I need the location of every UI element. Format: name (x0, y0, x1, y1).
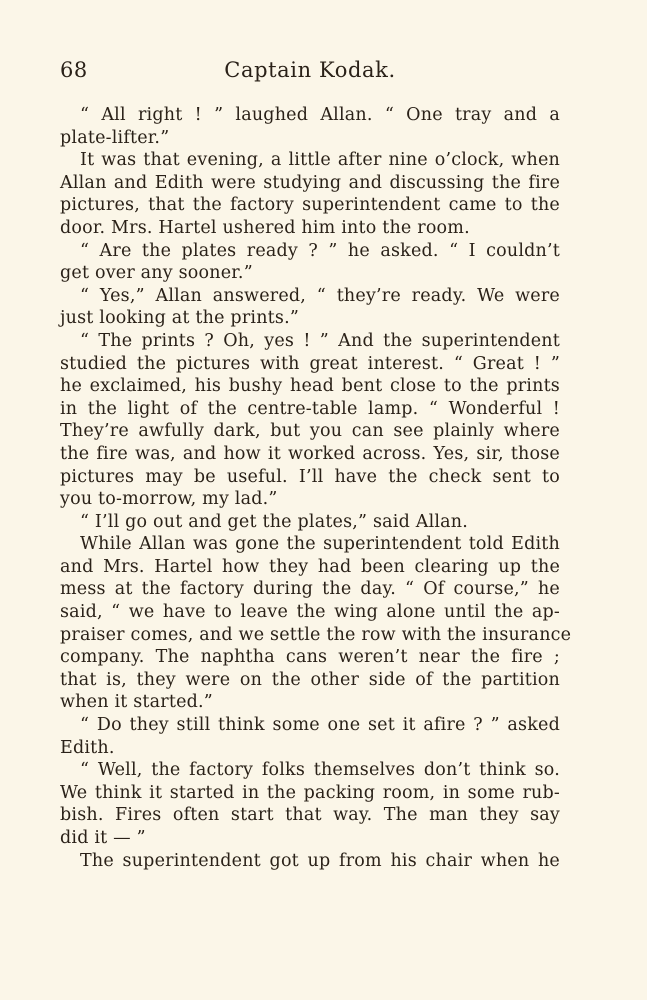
text-line: “ All right ! ” laughed Allan. “ One tray and a (80, 105, 560, 125)
text-line: “ Are the plates ready ? ” he asked. “ I couldn’t (80, 240, 560, 261)
text-line: “ I’ll go out and get the plates,” said Allan. (80, 511, 469, 532)
text-line: he exclaimed, his bushy head bent close to the prints (60, 376, 560, 397)
running-title: Captain Kodak. (224, 58, 396, 82)
text-line: company. The naphtha cans weren’t near the fire ; (60, 647, 560, 668)
text-line: when it started.” (60, 692, 213, 713)
text-line: in the light of the centre-table lamp. “ Wonderful ! (60, 398, 560, 419)
text-line: plate-lifter.” (60, 127, 170, 148)
text-line: It was that evening, a little after nine o’clock, when (80, 150, 560, 171)
text-line: Allan and Edith were studying and discussing the fire (60, 172, 560, 193)
text-line: While Allan was gone the superintendent told Edith (80, 534, 560, 555)
text-line: studied the pictures with great interest. “ Great ! ” (60, 353, 560, 374)
text-line: that is, they were on the other side of the partition (60, 669, 560, 690)
text-line: door. Mrs. Hartel ushered him into the room. (60, 217, 470, 238)
text-line: did it — ” (60, 828, 146, 848)
text-line: “ The prints ? Oh, yes ! ” And the superintendent (80, 330, 560, 351)
body-text (60, 104, 572, 872)
text-line: Edith. (60, 737, 115, 758)
text-line: “ Well, the factory folks themselves don’t think so. (80, 760, 560, 781)
page-number: 68 (60, 58, 88, 82)
text-line: and Mrs. Hartel how they had been clearing up the (60, 556, 560, 577)
text-line: said, “ we have to leave the wing alone until the ap- (60, 602, 560, 623)
text-line: We think it started in the packing room, in some rub- (60, 782, 560, 803)
text-line: mess at the factory during the day. “ Of course,” he (60, 579, 560, 600)
text-line: “ Yes,” Allan answered, “ they’re ready. We were (80, 285, 560, 306)
text-line: get over any sooner.” (60, 263, 253, 284)
text-line: pictures, that the factory superintendent came to the (60, 195, 560, 216)
text-line: “ Do they still think some one set it afire ? ” asked (80, 715, 560, 736)
text-line: the fire was, and how it worked across. Yes, sir, those (60, 443, 560, 464)
text-line: They’re awfully dark, but you can see plainly where (60, 421, 560, 442)
text-line: praiser comes, and we settle the row with the insurance (60, 624, 572, 645)
text-line: pictures may be useful. I’ll have the check sent to (60, 466, 560, 487)
text-line: The superintendent got up from his chair when he (80, 850, 560, 871)
text-line: just looking at the prints.” (60, 308, 299, 329)
text-line: bish. Fires often start that way. The man they say (60, 805, 560, 826)
text-line: you to-morrow, my lad.” (60, 489, 278, 510)
page-header (60, 58, 560, 88)
